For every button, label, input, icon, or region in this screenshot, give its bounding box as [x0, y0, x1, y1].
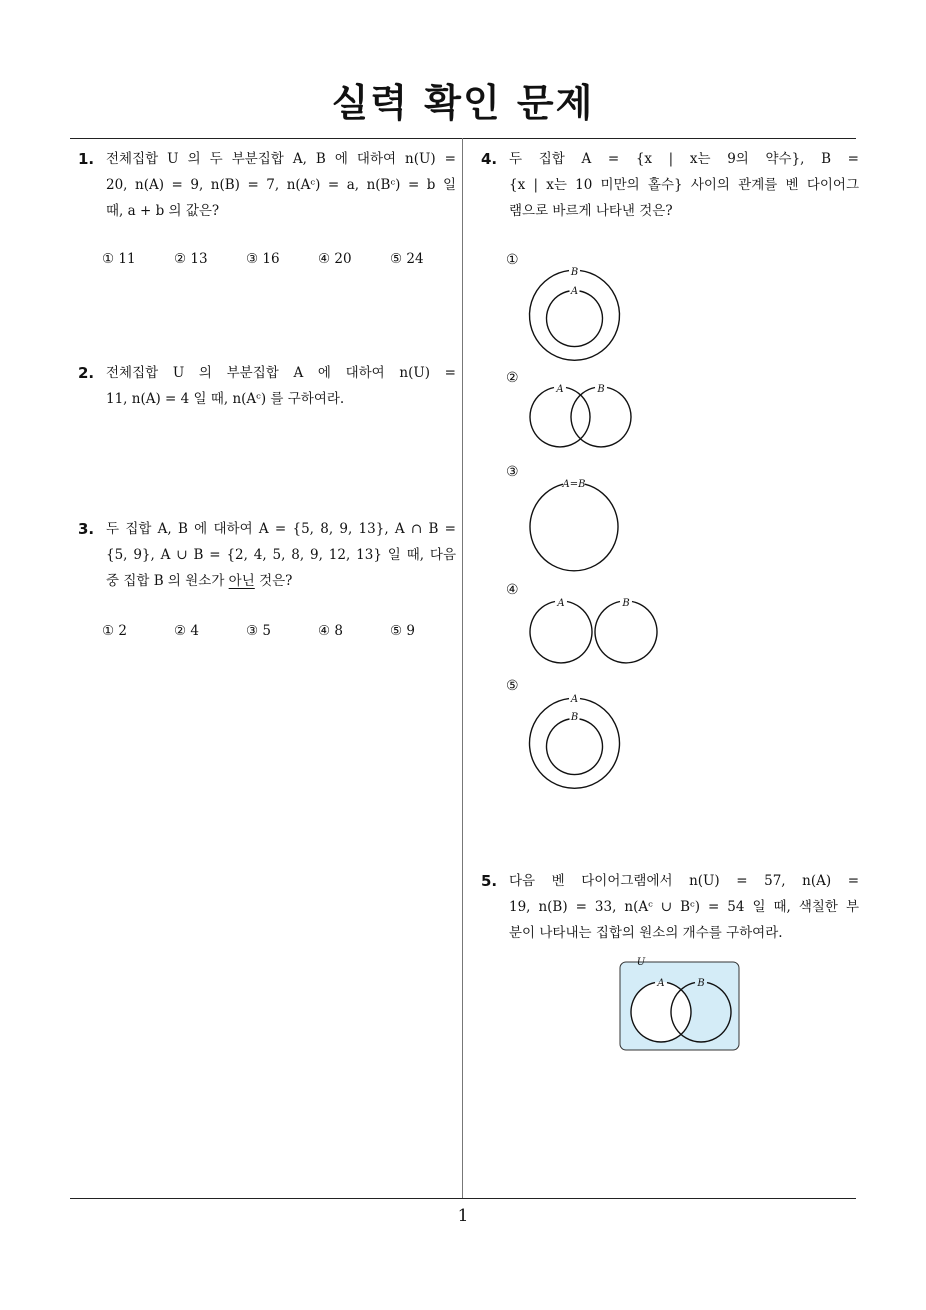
choice-3[interactable]: ③ 16 [246, 251, 280, 267]
page-title: 실력 확인 문제 [331, 81, 595, 125]
question-number: 5. [481, 872, 498, 890]
question-text-line: 다음 벤 다이어그램에서 n(U) = 57, n(A) = [509, 873, 859, 889]
venn-option-1 [522, 260, 632, 364]
venn-option-5 [522, 688, 632, 792]
question-text-line: 20, n(A) = 9, n(B) = 7, n(Aᶜ) = a, n(Bᶜ) = b 일 [106, 177, 456, 193]
venn-option-2 [522, 380, 642, 454]
option-5-mark[interactable]: ⑤ [506, 678, 519, 694]
question-4 [481, 146, 859, 224]
question-text-line: 중 집합 B 의 원소가 아닌 것은? [106, 573, 293, 589]
choice-2[interactable]: ② 13 [174, 251, 208, 267]
question-5 [481, 868, 859, 946]
set-label: B [597, 384, 605, 395]
choice-3[interactable]: ③ 5 [246, 623, 271, 639]
inner-circle-a [547, 291, 603, 347]
choice-2[interactable]: ② 4 [174, 623, 199, 639]
set-label: A=B [562, 479, 586, 490]
question-number: 1. [78, 150, 95, 168]
circle-a [530, 602, 592, 663]
set-label: A [557, 598, 565, 609]
set-label: A [556, 384, 564, 395]
question-1 [78, 146, 456, 224]
venn-diagram-q5 [617, 952, 743, 1054]
set-label: B [570, 267, 579, 278]
question-number: 4. [481, 150, 498, 168]
choice-5[interactable]: ⑤ 24 [390, 251, 424, 267]
question-text-line: 분이 나타내는 집합의 원소의 개수를 구하여라. [509, 925, 783, 941]
page-number: 1 [457, 1206, 469, 1226]
bottom-rule [70, 1198, 856, 1199]
option-2-mark[interactable]: ② [506, 370, 519, 386]
question-number: 3. [78, 520, 95, 538]
question-text-line: 11, n(A) = 4 일 때, n(Aᶜ) 를 구하여라. [106, 391, 345, 407]
column-divider [462, 138, 463, 1199]
choice-4[interactable]: ④ 8 [318, 623, 343, 639]
choice-4[interactable]: ④ 20 [318, 251, 352, 267]
top-rule [70, 138, 856, 139]
set-label: B [697, 978, 705, 989]
question-text-line: 때, a + b 의 값은? [106, 203, 220, 219]
option-3-mark[interactable]: ③ [506, 464, 519, 480]
inner-circle-b [547, 719, 603, 775]
option-1-mark[interactable]: ① [506, 252, 519, 268]
circle-a-equals-b [530, 484, 618, 571]
set-label: A [570, 694, 579, 705]
venn-option-4 [522, 594, 666, 670]
set-label: A [570, 286, 579, 297]
question-3 [78, 516, 456, 594]
question-text-line: 19, n(B) = 33, n(Aᶜ ∪ Bᶜ) = 54 일 때, 색칠한 부 [509, 899, 859, 915]
question-text-line: 램으로 바르게 나타낸 것은? [509, 203, 673, 219]
question-text-line: 두 집합 A, B 에 대하여 A = {5, 8, 9, 13}, A ∩ B = [106, 521, 456, 537]
question-text-line: 전체집합 U 의 부분집합 A 에 대하여 n(U) = [106, 365, 456, 381]
question-text-line: {5, 9}, A ∪ B = {2, 4, 5, 8, 9, 12, 13} 일 때, 다음 [106, 547, 456, 563]
choice-1[interactable]: ① 2 [102, 623, 127, 639]
question-text-line: 전체집합 U 의 두 부분집합 A, B 에 대하여 n(U) = [106, 151, 456, 167]
circle-b [571, 388, 631, 447]
question-text-line: {x | x는 10 미만의 홀수} 사이의 관계를 벤 다이어그 [509, 177, 859, 193]
venn-option-3 [522, 474, 630, 574]
question-number: 2. [78, 364, 95, 382]
circle-b [595, 602, 657, 663]
choice-5[interactable]: ⑤ 9 [390, 623, 415, 639]
question-2 [78, 360, 456, 412]
choice-1[interactable]: ① 11 [102, 251, 136, 267]
set-label: B [570, 712, 579, 723]
circle-a [530, 388, 590, 447]
option-4-mark[interactable]: ④ [506, 582, 519, 598]
question-text-line: 두 집합 A = {x | x는 9의 약수}, B = [509, 151, 859, 167]
set-label: B [622, 598, 630, 609]
universe-label: U [636, 957, 646, 968]
set-label: A [657, 978, 665, 989]
emphasis-underline: 아닌 [228, 573, 255, 589]
